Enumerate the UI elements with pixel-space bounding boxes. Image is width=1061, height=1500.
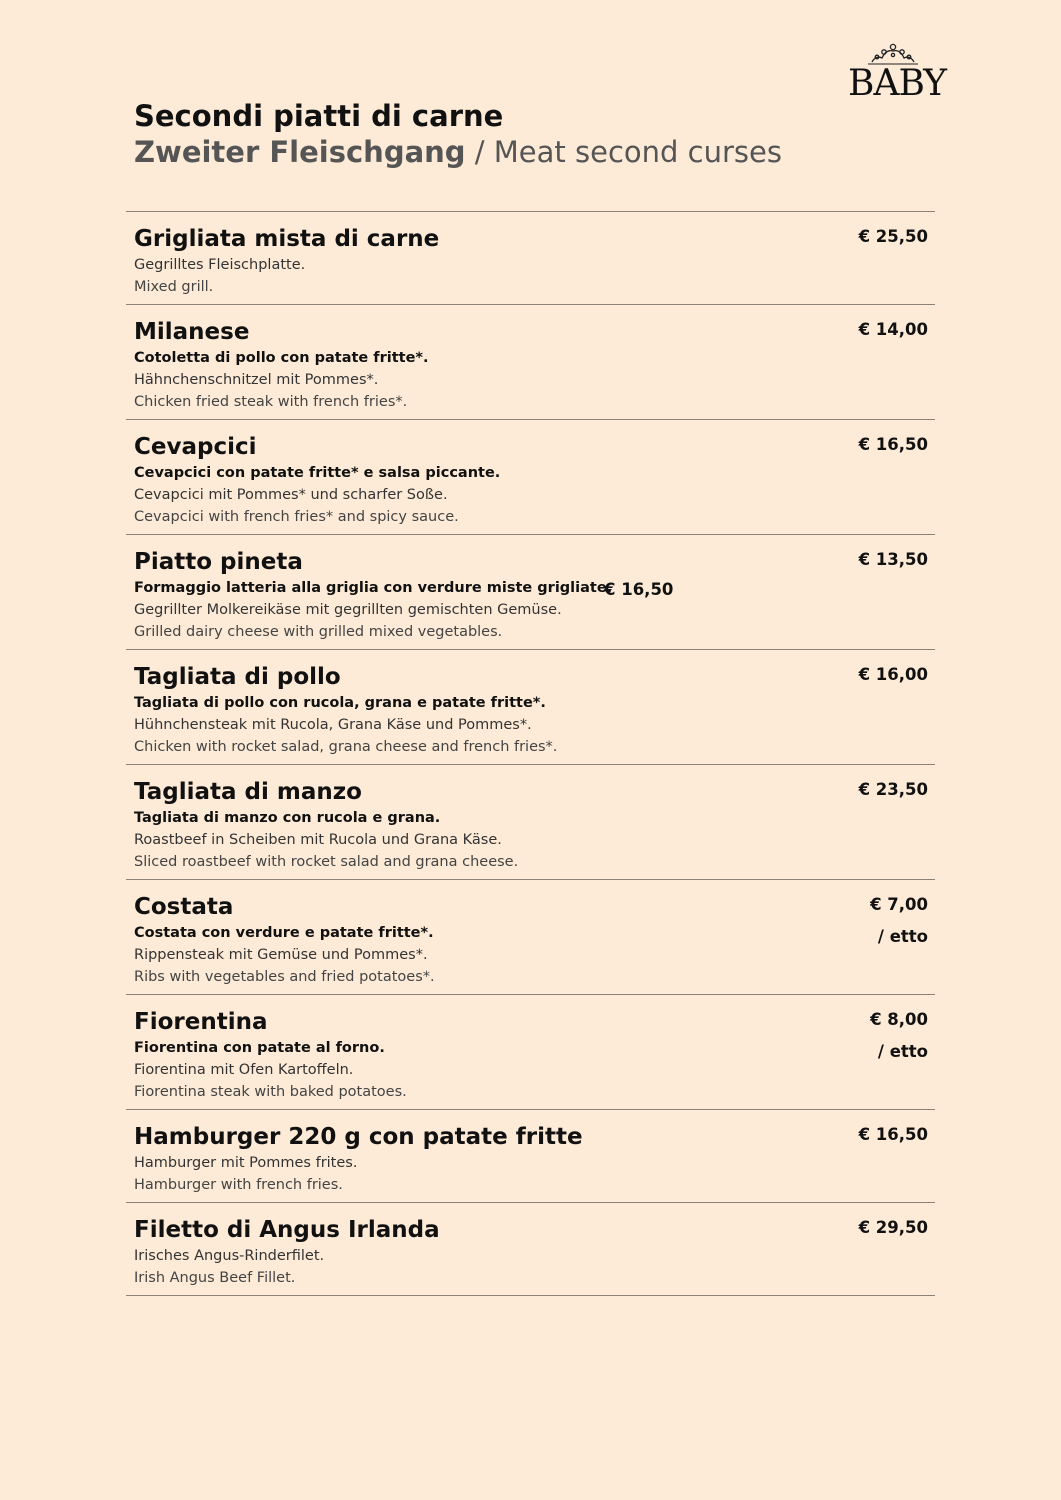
title-separator: / bbox=[465, 135, 494, 169]
item-name: Tagliata di manzo bbox=[134, 779, 362, 805]
item-name: Milanese bbox=[134, 319, 250, 345]
item-price: € 25,50 bbox=[858, 227, 928, 246]
item-desc-en: Cevapcici with french fries* and spicy sauce. bbox=[134, 509, 459, 525]
item-desc-de: Irisches Angus-Rinderfilet. bbox=[134, 1248, 325, 1264]
item-price: € 16,50 bbox=[858, 435, 928, 454]
item-name: Hamburger 220 g con patate fritte bbox=[134, 1124, 583, 1150]
item-name: Cevapcici bbox=[134, 434, 257, 460]
page-title: Secondi piatti di carne bbox=[134, 99, 504, 133]
item-desc-en: Irish Angus Beef Fillet. bbox=[134, 1270, 296, 1286]
item-desc-en: Mixed grill. bbox=[134, 279, 214, 295]
menu-item bbox=[126, 1203, 935, 1296]
item-name: Costata bbox=[134, 894, 234, 920]
item-desc-en: Ribs with vegetables and fried potatoes*. bbox=[134, 969, 435, 985]
item-name: Tagliata di pollo bbox=[134, 664, 341, 690]
item-desc-en: Chicken fried steak with french fries*. bbox=[134, 394, 408, 410]
menu-list bbox=[126, 211, 935, 1296]
item-desc-de: Cevapcici mit Pommes* und scharfer Soße. bbox=[134, 487, 448, 503]
menu-item bbox=[126, 995, 935, 1110]
menu-item bbox=[126, 420, 935, 535]
item-desc-en: Fiorentina steak with baked potatoes. bbox=[134, 1084, 407, 1100]
menu-item bbox=[126, 212, 935, 305]
item-desc-it: Cevapcici con patate fritte* e salsa piccante. bbox=[134, 465, 501, 481]
menu-item bbox=[126, 650, 935, 765]
item-desc-de: Gegrillter Molkereikäse mit gegrillten gemischten Gemüse. bbox=[134, 602, 562, 618]
item-name: Piatto pineta bbox=[134, 549, 303, 575]
item-price: € 8,00 bbox=[870, 1010, 928, 1029]
item-desc-de: Gegrilltes Fleischplatte. bbox=[134, 257, 306, 273]
item-desc-it: Tagliata di pollo con rucola, grana e patate fritte*. bbox=[134, 695, 546, 711]
item-desc-de: Rippensteak mit Gemüse und Pommes*. bbox=[134, 947, 428, 963]
item-desc-it: Cotoletta di pollo con patate fritte*. bbox=[134, 350, 429, 366]
brand-logo bbox=[848, 42, 947, 106]
title-en: Meat second curses bbox=[493, 135, 782, 169]
item-name: Grigliata mista di carne bbox=[134, 226, 440, 252]
item-desc-it: Costata con verdure e patate fritte*. bbox=[134, 925, 434, 941]
item-desc-it: Tagliata di manzo con rucola e grana. bbox=[134, 810, 441, 826]
item-price: € 14,00 bbox=[858, 320, 928, 339]
item-desc-en: Hamburger with french fries. bbox=[134, 1177, 343, 1193]
menu-item bbox=[126, 1110, 935, 1203]
item-desc-en: Chicken with rocket salad, grana cheese and french fries*. bbox=[134, 739, 558, 755]
item-price: € 29,50 bbox=[858, 1218, 928, 1237]
item-desc-de: Hamburger mit Pommes frites. bbox=[134, 1155, 358, 1171]
item-price: € 7,00 bbox=[870, 895, 928, 914]
item-name: Filetto di Angus Irlanda bbox=[134, 1217, 440, 1243]
menu-item bbox=[126, 880, 935, 995]
title-de: Zweiter Fleischgang bbox=[134, 135, 466, 169]
item-price-unit: / etto bbox=[877, 927, 928, 946]
menu-item bbox=[126, 765, 935, 880]
item-name: Fiorentina bbox=[134, 1009, 268, 1035]
item-desc-it: Fiorentina con patate al forno. bbox=[134, 1040, 385, 1056]
item-price-unit: / etto bbox=[877, 1042, 928, 1061]
menu-item bbox=[126, 305, 935, 420]
item-price: € 23,50 bbox=[858, 780, 928, 799]
item-desc-de: Hühnchensteak mit Rucola, Grana Käse und Pommes*. bbox=[134, 717, 532, 733]
item-desc-en: Sliced roastbeef with rocket salad and grana cheese. bbox=[134, 854, 519, 870]
item-desc-de: Fiorentina mit Ofen Kartoffeln. bbox=[134, 1062, 354, 1078]
page-header bbox=[134, 98, 834, 170]
page-subtitle bbox=[134, 134, 834, 170]
item-price-alt: € 16,50 bbox=[604, 580, 674, 599]
brand-name: BABY bbox=[848, 63, 947, 104]
item-price: € 13,50 bbox=[858, 550, 928, 569]
item-desc-de: Roastbeef in Scheiben mit Rucola und Grana Käse. bbox=[134, 832, 502, 848]
item-desc-it: Formaggio latteria alla griglia con verdure miste grigliate. bbox=[134, 580, 613, 596]
item-desc-de: Hähnchenschnitzel mit Pommes*. bbox=[134, 372, 379, 388]
item-desc-en: Grilled dairy cheese with grilled mixed vegetables. bbox=[134, 624, 503, 640]
menu-item bbox=[126, 535, 935, 650]
item-price: € 16,50 bbox=[858, 1125, 928, 1144]
item-price: € 16,00 bbox=[858, 665, 928, 684]
